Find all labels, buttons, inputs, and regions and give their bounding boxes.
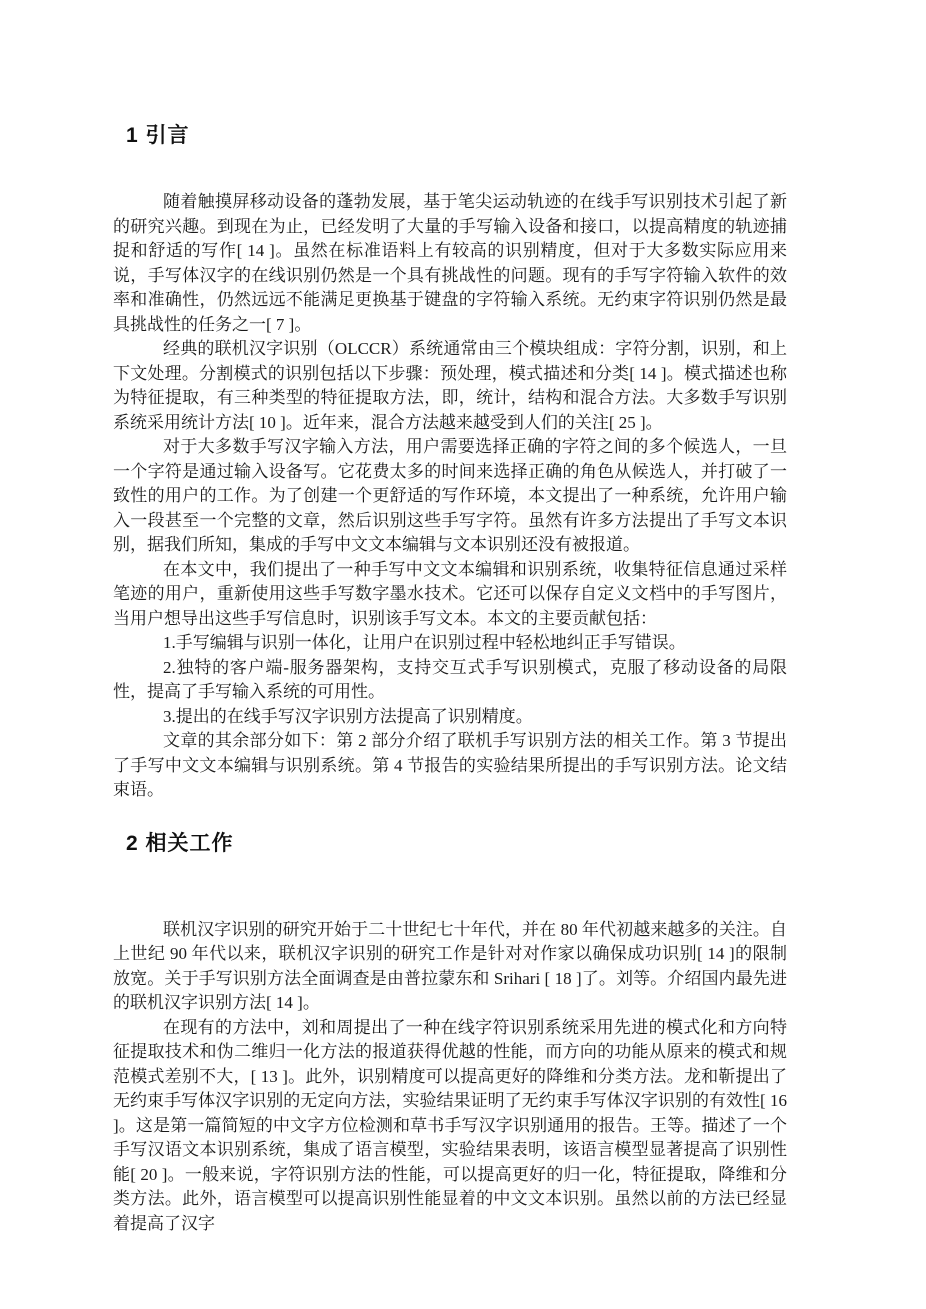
paragraph-intro-1: 随着触摸屏移动设备的蓬勃发展，基于笔尖运动轨迹的在线手写识别技术引起了新的研究兴趣。到现在为止，已经发明了大量的手写输入设备和接口，以提高精度的轨迹捕捉和舒适的写作[ 14 ]。虽然在标准语料上有较高的识别精度，但对于大多数实际应用来说，手写体汉字的在线识别仍然是一个具有挑战性的问题。现有的手写字符输入软件的效率和准确性，仍然远远不能满足更换基于键盘的字符输入系统。无约束字符识别仍然是最具挑战性的任务之一[ 7 ]。 bbox=[113, 192, 787, 334]
paragraph-related-1: 联机汉字识别的研究开始于二十世纪七十年代，并在 80 年代初越来越多的关注。自上世纪 90 年代以来，联机汉字识别的研究工作是针对对作家以确保成功识别[ 14 ]的限制放宽。关于手写识别方法全面调查是由普拉蒙东和 Srihari [ 18 ]了。刘等。介绍国内最先进的联机汉字识别方法[ 14 ]。 bbox=[113, 919, 787, 1012]
contribution-item-1: 1.手写编辑与识别一体化，让用户在识别过程中轻松地纠正手写错误。 bbox=[163, 633, 686, 652]
paragraph-intro-2: 经典的联机汉字识别（OLCCR）系统通常由三个模块组成：字符分割，识别，和上下文处理。分割模式的识别包括以下步骤：预处理，模式描述和分类[ 14 ]。模式描述也称为特征提取，有三种类型的特征提取方法，即，统计，结构和混合方法。大多数手写识别系统采用统计方法[ 10 ]。近年来，混合方法越来越受到人们的关注[ 25 ]。 bbox=[113, 339, 787, 432]
paragraph-intro-3: 对于大多数手写汉字输入方法，用户需要选择正确的字符之间的多个候选人，一旦一个字符是通过输入设备写。它花费太多的时间来选择正确的角色从候选人，并打破了一致性的用户的工作。为了创建一个更舒适的写作环境，本文提出了一种系统，允许用户输入一段甚至一个完整的文章，然后识别这些手写字符。虽然有许多方法提出了手写文本识别，据我们所知，集成的手写中文文本编辑与文本识别还没有被报道。 bbox=[113, 437, 787, 554]
section-1-heading: 1 引言 bbox=[126, 124, 190, 147]
paragraph-intro-4: 在本文中，我们提出了一种手写中文文本编辑和识别系统，收集特征信息通过采样笔迹的用户，重新使用这些手写数字墨水技术。它还可以保存自定义文档中的手写图片，当用户想导出这些手写信息时，识别该手写文本。本文的主要贡献包括： bbox=[113, 559, 787, 628]
paragraph-related-2: 在现有的方法中，刘和周提出了一种在线字符识别系统采用先进的模式化和方向特征提取技术和伪二维归一化方法的报道获得优越的性能，而方向的功能从原来的模式和规范模式差别不大，[ 13 ]。此外，识别精度可以提高更好的降维和分类方法。龙和靳提出了无约束手写体汉字识别的无定向方法，实验结果证明了无约束手写体汉字识别的有效性[ 16 ]。这是第一篇简短的中文字方位检测和草书手写汉字识别通用的报告。王等。描述了一个手写汉语文本识别系统，集成了语言模型，实验结果表明，该语言模型显著提高了识别性能[ 20 ]。一般来说，字符识别方法的性能，可以提高更好的归一化，特征提取，降维和分类方法。此外，语言模型可以提高识别性能显着的中文文本识别。虽然以前的方法已经显着提高了汉字 bbox=[113, 1017, 787, 1233]
section-1-body bbox=[113, 190, 787, 803]
section-2-body bbox=[113, 918, 787, 1237]
section-introduction bbox=[113, 123, 787, 803]
contribution-item-2: 2.独特的客户端-服务器架构，支持交互式手写识别模式，克服了移动设备的局限性，提高了手写输入系统的可用性。 bbox=[113, 657, 787, 701]
contribution-item-3: 3.提出的在线手写汉字识别方法提高了识别精度。 bbox=[163, 706, 533, 726]
section-related-work bbox=[113, 831, 787, 1237]
paragraph-outline: 文章的其余部分如下：第 2 部分介绍了联机手写识别方法的相关工作。第 3 节提出了手写中文文本编辑与识别系统。第 4 节报告的实验结果所提出的手写识别方法。论文结束语。 bbox=[113, 731, 787, 799]
section-2-heading: 2 相关工作 bbox=[126, 831, 234, 855]
